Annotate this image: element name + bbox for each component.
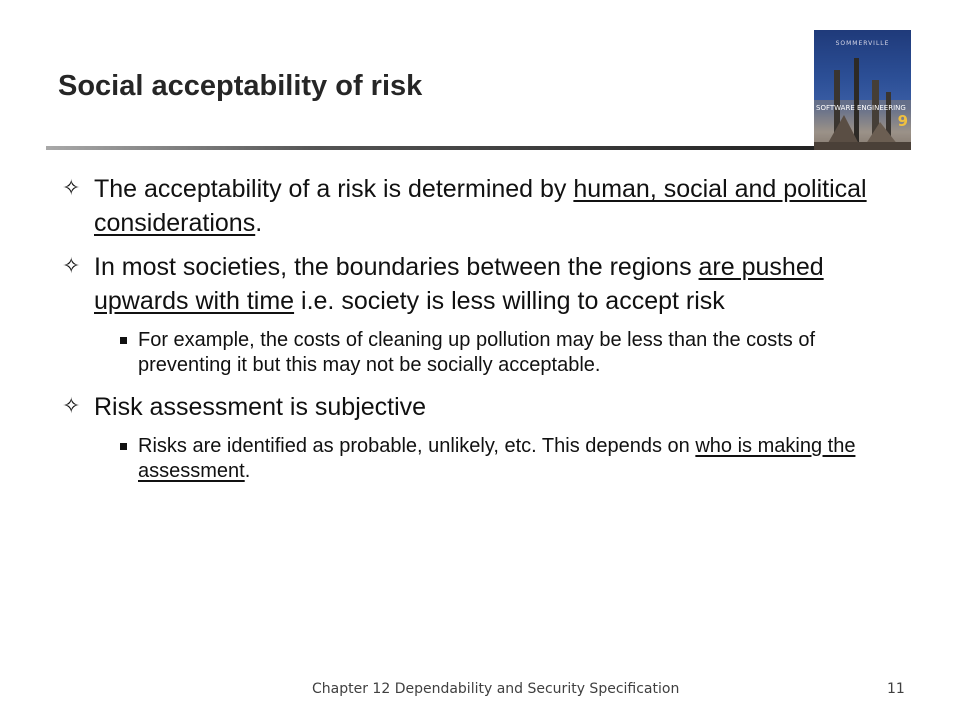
square-bullet-icon [120, 337, 127, 344]
bullet-text: i.e. society is less willing to accept risk [294, 287, 725, 315]
bullet-text: . [244, 460, 251, 482]
slide-title: Social acceptability of risk [58, 70, 423, 102]
star-bullet-icon: ✧ [62, 394, 81, 419]
page-number: 11 [887, 681, 905, 697]
title-divider [46, 146, 816, 150]
bullet-text: The acceptability of a risk is determined by [94, 175, 574, 203]
bullet-text: Risk assessment is subjective [94, 393, 427, 421]
underlined-text: who is making the assessment [138, 435, 856, 482]
bullet-item [62, 250, 902, 318]
star-bullet-icon: ✧ [62, 176, 81, 201]
slide-footer: Chapter 12 Dependability and Security Specification [312, 681, 680, 697]
bullet-item [62, 172, 902, 240]
sub-bullet-item [120, 328, 902, 378]
bullet-list [62, 172, 902, 496]
cover-artwork [814, 30, 911, 150]
cover-title: SOFTWARE ENGINEERING [816, 104, 906, 112]
underlined-text: are pushed upwards with time [94, 253, 824, 315]
bullet-text: For example, the costs of cleaning up pollution may be less than the costs of preventing it but this may not be socially acceptable. [138, 329, 816, 376]
underlined-text: human, social and political considerations [94, 175, 867, 237]
cover-publisher: SOMMERVILLE [835, 40, 890, 47]
cover-edition: 9 [897, 112, 908, 130]
bullet-text: In most societies, the boundaries between the regions [94, 253, 699, 281]
bullet-text: . [255, 209, 263, 237]
star-bullet-icon: ✧ [62, 254, 81, 279]
bullet-item [62, 390, 902, 424]
book-cover-image [814, 30, 911, 150]
sub-bullet-item [120, 434, 902, 484]
square-bullet-icon [120, 443, 127, 450]
bullet-text: Risks are identified as probable, unlikely, etc. This depends on [138, 435, 696, 457]
